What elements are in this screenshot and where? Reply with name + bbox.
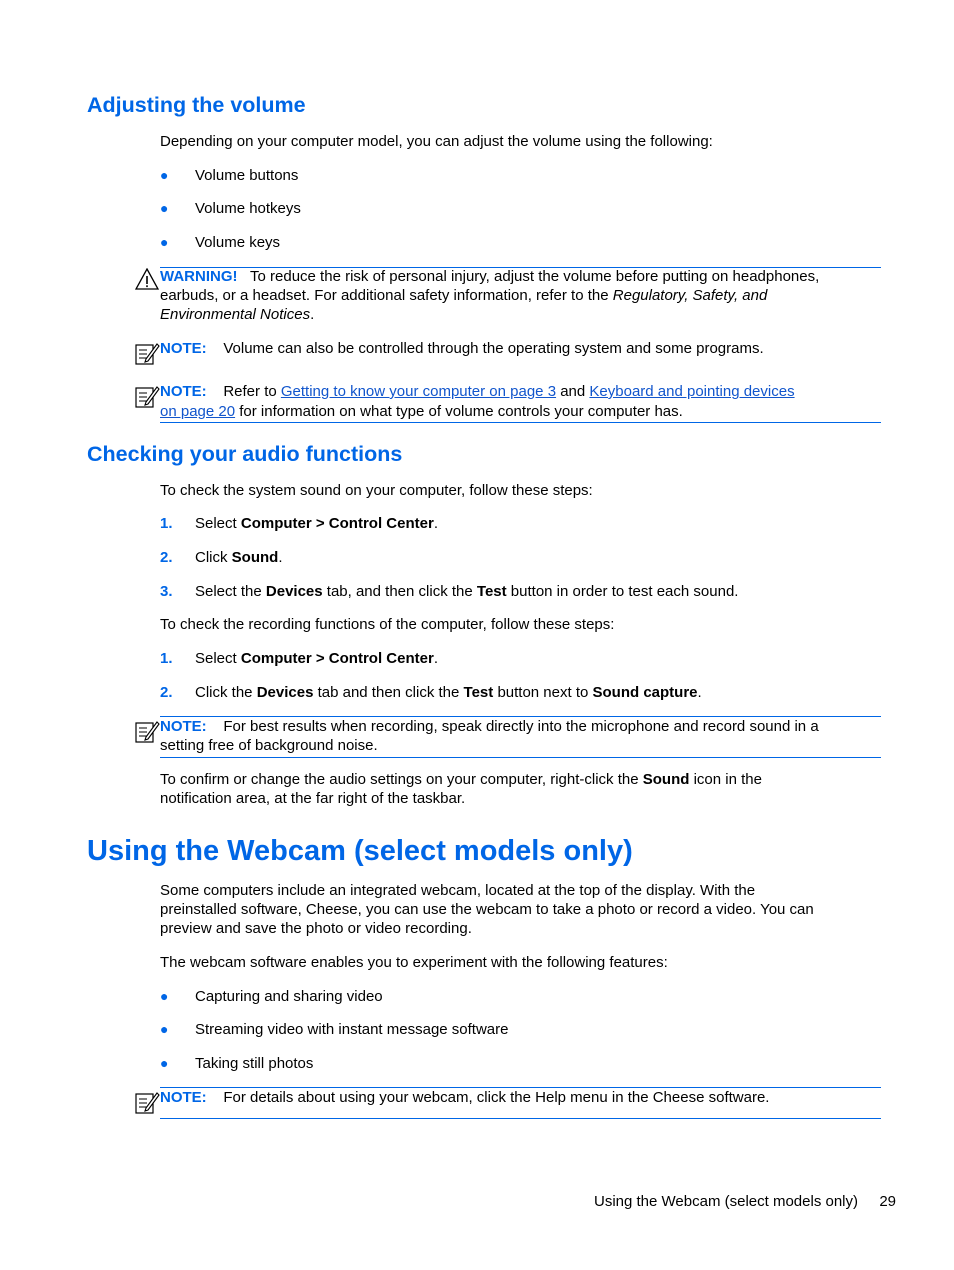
note-label: NOTE:	[160, 718, 207, 735]
step-item	[195, 683, 702, 702]
warning-text: earbuds, or a headset. For additional safety information, refer to the	[160, 287, 609, 304]
bullet-marker: ●	[160, 988, 169, 1004]
step-text: Click the	[195, 684, 253, 701]
step-text: .	[278, 549, 283, 566]
step-text: tab, and then click the	[326, 583, 473, 600]
step-ui-term: Test	[476, 583, 507, 600]
step-ui-term: Devices	[265, 583, 323, 600]
paragraph-text: notification area, at the far right of the taskbar.	[160, 790, 466, 807]
list-item: Taking still photos	[195, 1055, 314, 1072]
warning-label: WARNING!	[160, 268, 238, 285]
step-number: 2.	[160, 549, 173, 566]
step-ui-term: Sound	[231, 549, 279, 566]
note-webcam-help	[160, 1088, 769, 1107]
step-text: .	[433, 650, 438, 667]
bullet-marker: ●	[160, 167, 169, 183]
step-ui-term: Devices	[256, 684, 314, 701]
heading-using-webcam: Using the Webcam (select models only)	[87, 835, 633, 867]
note-volume-refs	[160, 382, 881, 421]
note-label: NOTE:	[160, 1089, 207, 1106]
webcam-intro-paragraph	[160, 881, 881, 938]
note-volume-os	[160, 339, 764, 358]
step-text: .	[433, 515, 438, 532]
bullet-marker: ●	[160, 200, 169, 216]
step-item	[195, 582, 738, 601]
note-pencil-icon	[134, 1089, 160, 1115]
list-item: Volume buttons	[195, 167, 299, 184]
note-bottom-rule	[160, 1118, 881, 1119]
note-text: For best results when recording, speak directly into the microphone and record sound in a	[223, 718, 819, 735]
list-item: Volume keys	[195, 234, 281, 251]
step-ui-term: Computer > Control Center	[240, 515, 434, 532]
note-bottom-rule	[160, 757, 881, 758]
bullet-marker: ●	[160, 1021, 169, 1037]
paragraph-text: icon in the	[693, 771, 762, 788]
list-item: Streaming video with instant message software	[195, 1021, 509, 1038]
bullet-marker: ●	[160, 1055, 169, 1071]
paragraph-line: Some computers include an integrated webcam, located at the top of the display. With the	[160, 882, 756, 899]
step-text: Select	[195, 515, 237, 532]
webcam-features-intro: The webcam software enables you to experiment with the following features:	[160, 954, 668, 971]
audio-confirm-paragraph	[160, 770, 881, 808]
warning-text-end: .	[310, 306, 315, 323]
step-item	[195, 514, 438, 533]
footer-page-number: 29	[879, 1193, 896, 1210]
step-item	[195, 649, 438, 668]
audio-intro-recording: To check the recording functions of the computer, follow these steps:	[160, 616, 615, 633]
note-text: Volume can also be controlled through the operating system and some programs.	[223, 340, 764, 357]
note-bottom-rule	[160, 422, 881, 423]
step-ui-term: Test	[463, 684, 494, 701]
step-item	[195, 548, 283, 567]
step-text: Select the	[195, 583, 262, 600]
paragraph-line: preview and save the photo or video recording.	[160, 920, 472, 937]
step-text: button next to	[497, 684, 589, 701]
paragraph-ui-term: Sound	[642, 771, 690, 788]
note-pencil-icon	[134, 340, 160, 366]
step-ui-term: Sound capture	[592, 684, 698, 701]
paragraph-text: To confirm or change the audio settings on your computer, right-click the	[160, 771, 639, 788]
paragraph-line: preinstalled software, Cheese, you can use the webcam to take a photo or record a video. You can	[160, 901, 814, 918]
heading-checking-audio: Checking your audio functions	[87, 442, 403, 466]
warning-block	[160, 267, 881, 324]
step-text: tab and then click the	[317, 684, 460, 701]
list-item: Volume hotkeys	[195, 200, 301, 217]
link-keyboard-pointing-page[interactable]: on page 20	[160, 403, 236, 420]
footer-section-title: Using the Webcam (select models only)	[594, 1193, 858, 1210]
volume-intro: Depending on your computer model, you can adjust the volume using the following:	[160, 133, 713, 150]
step-text: button in order to test each sound.	[510, 583, 739, 600]
note-recording	[160, 717, 881, 755]
step-text: Click	[195, 549, 228, 566]
list-item: Capturing and sharing video	[195, 988, 383, 1005]
warning-doc-title: Environmental Notices	[160, 306, 311, 323]
note-text: For details about using your webcam, click the Help menu in the Cheese software.	[223, 1089, 770, 1106]
audio-intro-system: To check the system sound on your computer, follow these steps:	[160, 482, 593, 499]
step-text: .	[697, 684, 702, 701]
step-number: 3.	[160, 583, 173, 600]
note-pencil-icon	[134, 383, 160, 409]
step-text: Select	[195, 650, 237, 667]
step-number: 2.	[160, 684, 173, 701]
link-getting-to-know[interactable]: Getting to know your computer on page 3	[280, 383, 557, 400]
note-text: setting free of background noise.	[160, 737, 378, 754]
heading-adjusting-volume: Adjusting the volume	[87, 93, 306, 117]
warning-triangle-icon	[135, 268, 159, 290]
bullet-marker: ●	[160, 234, 169, 250]
note-text: for information on what type of volume controls your computer has.	[239, 403, 683, 420]
link-keyboard-pointing[interactable]: Keyboard and pointing devices	[589, 383, 795, 400]
step-number: 1.	[160, 650, 173, 667]
warning-text: To reduce the risk of personal injury, adjust the volume before putting on headphones,	[250, 268, 820, 285]
note-pencil-icon	[134, 718, 160, 744]
note-text: and	[560, 383, 586, 400]
warning-doc-title: Regulatory, Safety, and	[612, 287, 768, 304]
step-number: 1.	[160, 515, 173, 532]
note-text: Refer to	[223, 383, 277, 400]
note-label: NOTE:	[160, 383, 207, 400]
note-label: NOTE:	[160, 340, 207, 357]
step-ui-term: Computer > Control Center	[240, 650, 434, 667]
